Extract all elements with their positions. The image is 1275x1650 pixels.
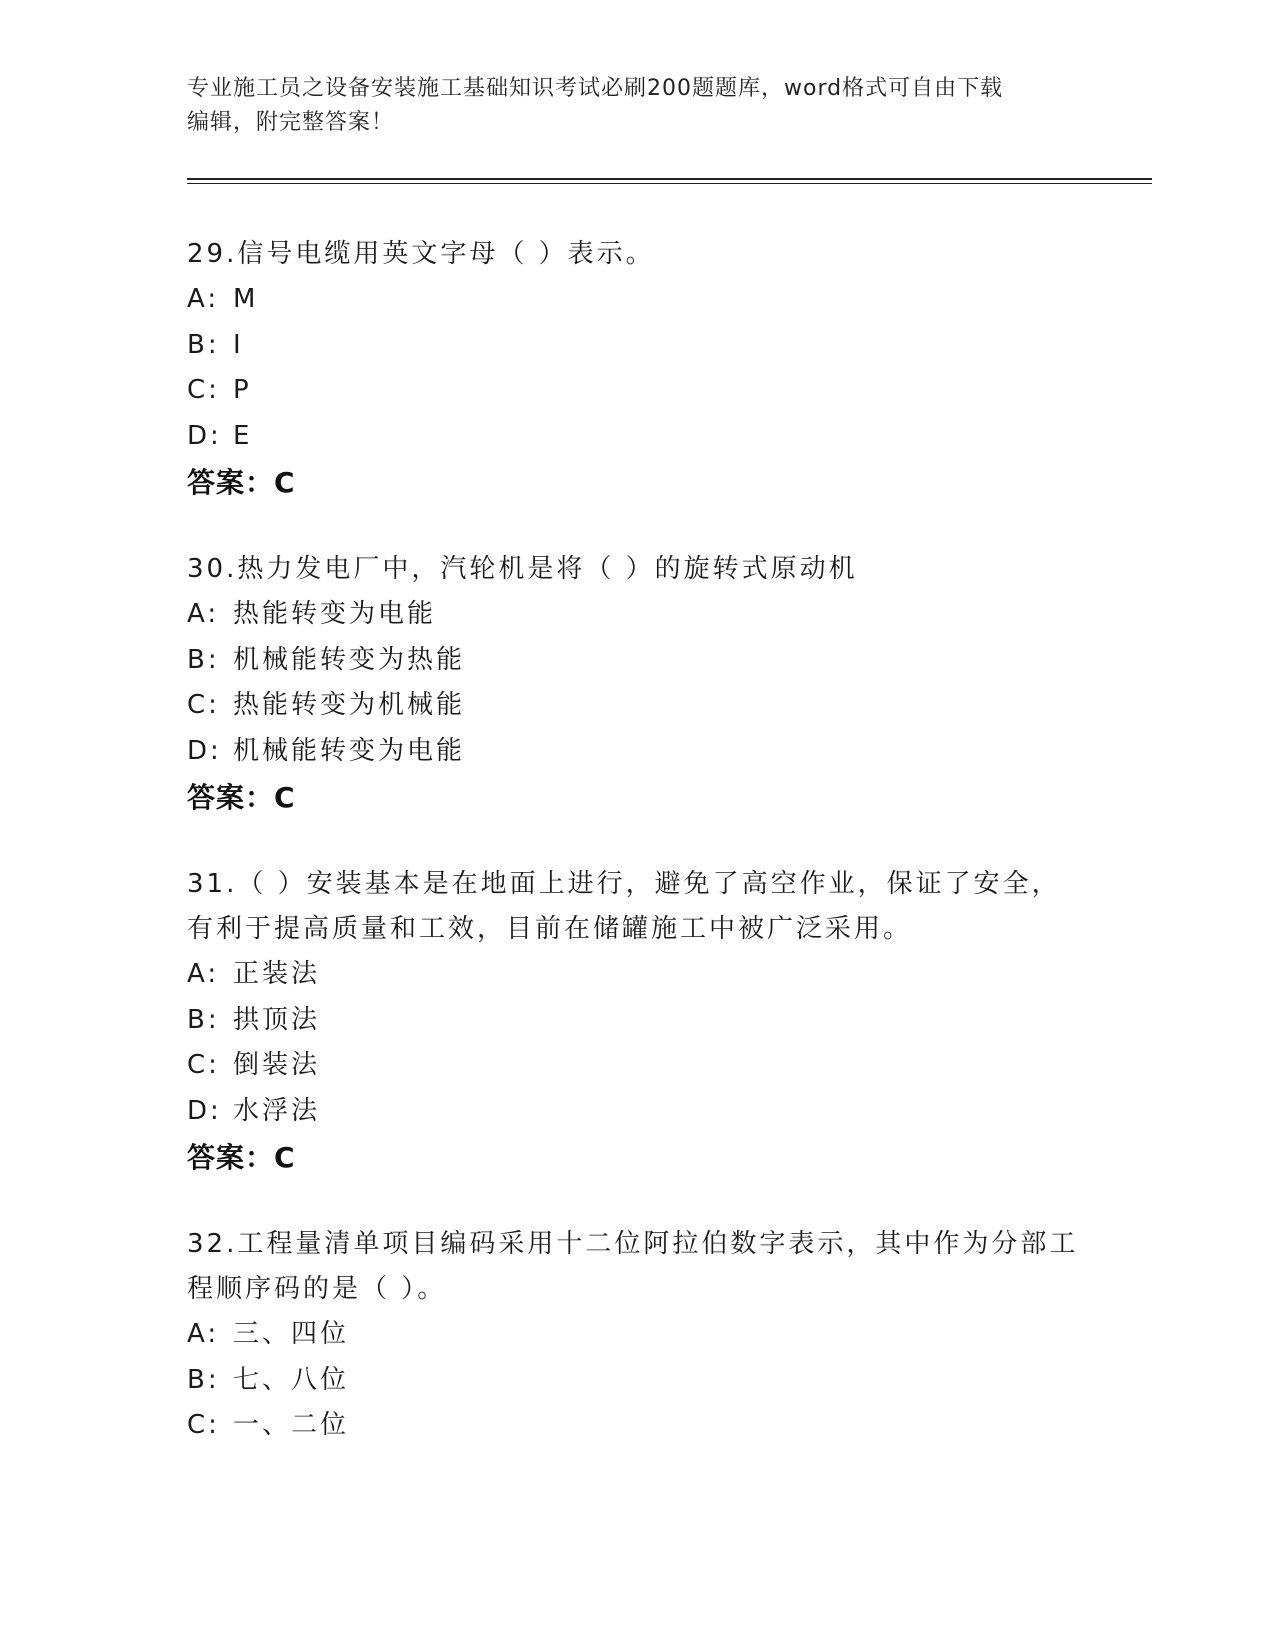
option-text: M	[233, 284, 259, 314]
option-key: C:	[187, 690, 220, 720]
option-text: P	[233, 375, 252, 405]
option-a	[187, 277, 1087, 323]
question-stem: 30.热力发电厂中，汽轮机是将（ ）的旋转式原动机	[187, 554, 858, 584]
option-key: B:	[187, 1004, 220, 1035]
option-key: D:	[187, 420, 222, 451]
question-block	[187, 232, 1087, 507]
option-key: D:	[187, 1095, 222, 1126]
header-divider-bottom	[187, 183, 1152, 184]
question-list	[187, 232, 1087, 1489]
option-text: 一、二位	[233, 1410, 350, 1440]
option-text: 七、八位	[233, 1364, 350, 1395]
question-stem-line-1: 32.工程量清单项目编码采用十二位阿拉伯数字表示，其中作为分部工	[187, 1229, 1079, 1259]
question-stem-line-1: 31.（ ）安装基本是在地面上进行，避免了高空作业，保证了安全，	[187, 869, 1061, 899]
option-text: E	[233, 420, 253, 451]
option-key: B:	[187, 644, 220, 675]
option-text: 倒装法	[233, 1050, 321, 1080]
option-text: 热能转变为机械能	[233, 690, 466, 720]
option-a	[187, 592, 1087, 638]
question-block	[187, 862, 1087, 1182]
option-key: D:	[187, 735, 222, 766]
question-stem-line-2: 程顺序码的是（ ）。	[187, 1274, 447, 1304]
question-stem-line-2: 有利于提高质量和工效，目前在储罐施工中被广泛采用。	[187, 914, 913, 944]
option-d	[187, 1089, 1087, 1135]
option-b	[187, 323, 1087, 369]
option-text: 热能转变为电能	[233, 599, 437, 629]
option-a	[187, 1312, 1087, 1358]
answer-line: 答案：C	[187, 466, 296, 499]
header-title-line-1: 专业施工员之设备安装施工基础知识考试必刷200题题库，word格式可自由下载	[187, 76, 1004, 101]
option-key: C:	[187, 1050, 220, 1080]
option-key: A:	[187, 284, 220, 314]
option-b	[187, 998, 1087, 1044]
answer-line: 答案：C	[187, 781, 296, 814]
option-key: A:	[187, 959, 220, 989]
option-text: 机械能转变为热能	[233, 644, 466, 675]
document-header	[187, 72, 1087, 140]
option-text: 拱顶法	[233, 1004, 321, 1035]
option-key: C:	[187, 375, 220, 405]
option-c	[187, 368, 1087, 414]
option-text: 水浮法	[233, 1095, 321, 1126]
option-c	[187, 1403, 1087, 1449]
option-text: I	[233, 329, 244, 360]
question-stem: 29.信号电缆用英文字母（ ）表示。	[187, 239, 655, 269]
header-divider-top	[187, 178, 1152, 180]
answer-line: 答案：C	[187, 1141, 296, 1174]
option-key: B:	[187, 1364, 220, 1395]
option-c	[187, 683, 1087, 729]
option-b	[187, 1358, 1087, 1404]
option-b	[187, 638, 1087, 684]
question-block	[187, 1222, 1087, 1449]
option-c	[187, 1043, 1087, 1089]
option-text: 正装法	[233, 959, 321, 989]
question-block	[187, 547, 1087, 822]
option-d	[187, 414, 1087, 460]
option-text: 三、四位	[233, 1319, 350, 1349]
option-key: C:	[187, 1410, 220, 1440]
option-a	[187, 952, 1087, 998]
header-title-line-2: 编辑，附完整答案！	[187, 110, 395, 135]
option-key: A:	[187, 1319, 220, 1349]
option-d	[187, 729, 1087, 775]
option-text: 机械能转变为电能	[233, 735, 466, 766]
option-key: A:	[187, 599, 220, 629]
option-key: B:	[187, 329, 220, 360]
